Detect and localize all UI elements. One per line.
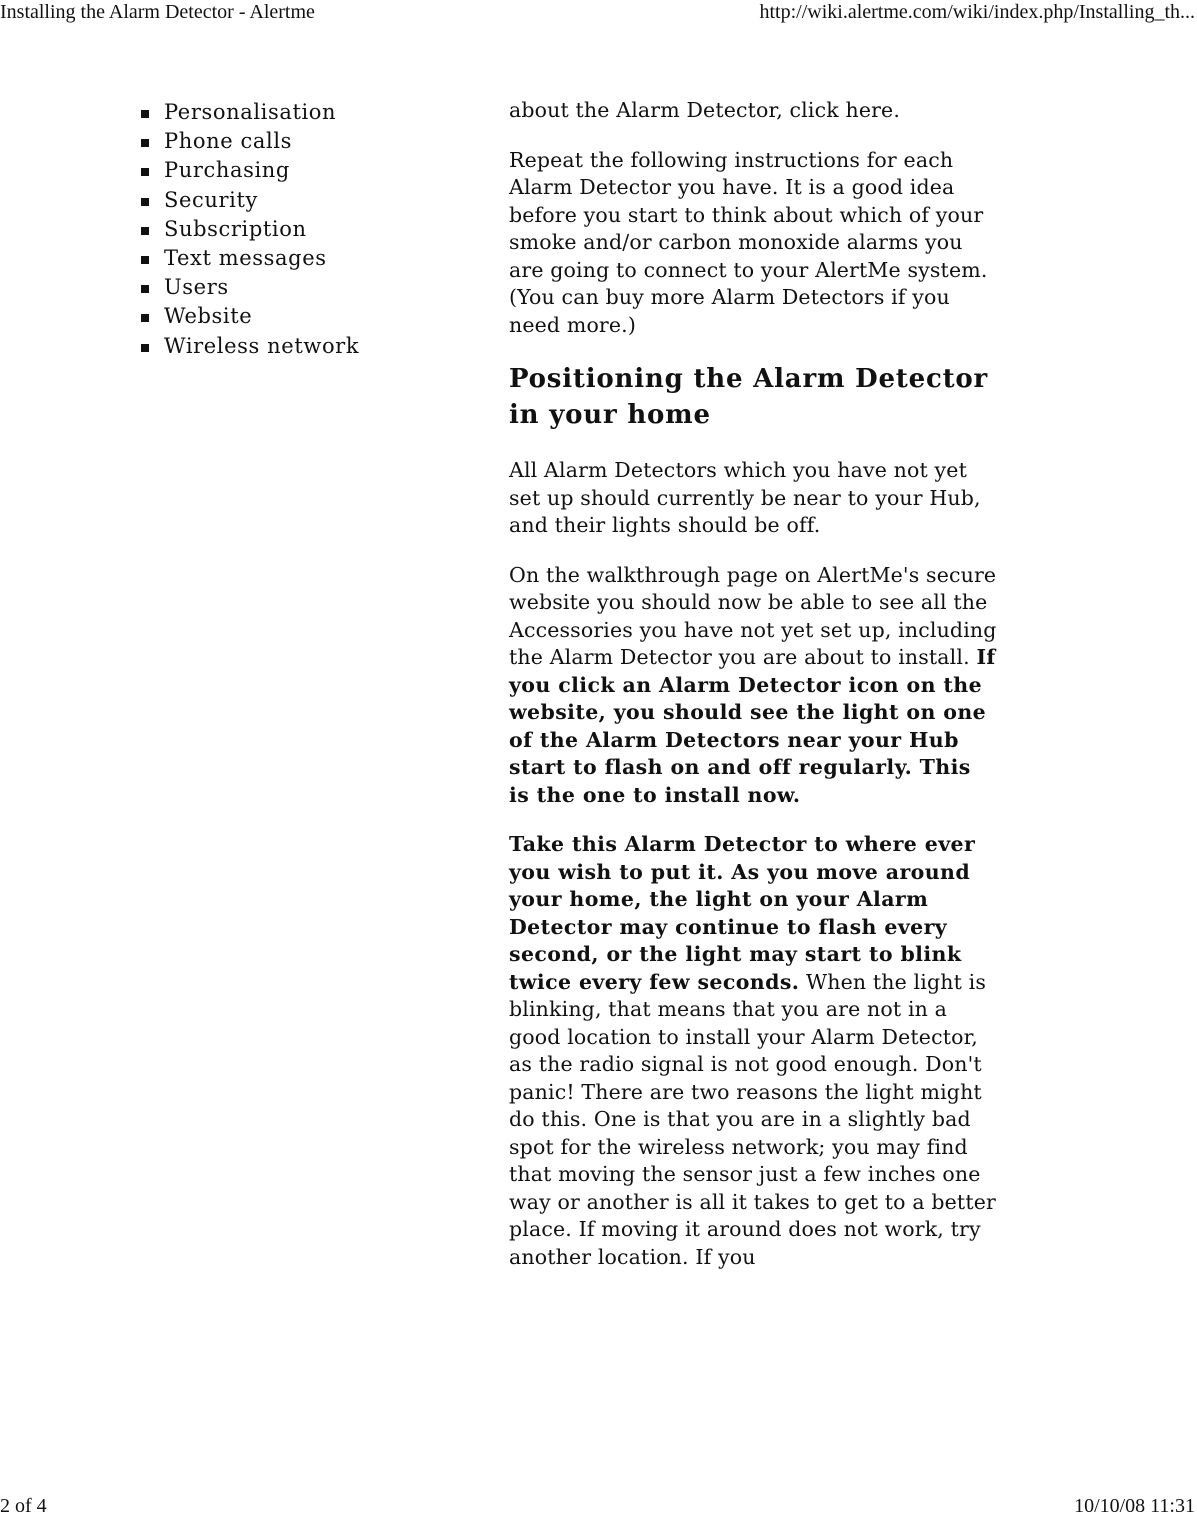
intro-paragraph: about the Alarm Detector, click here.: [509, 98, 901, 122]
page-url: http://wiki.alertme.com/wiki/index.php/Installing_th...: [759, 1, 1195, 23]
here-link[interactable]: here: [845, 98, 894, 122]
page-number: 2 of 4: [0, 1495, 47, 1517]
square-bullet-icon: [141, 110, 149, 118]
sidebar-item-text-messages[interactable]: Text messages: [140, 244, 470, 273]
walkthrough-bold-text: If you click an Alarm Detector icon on the website, you should see the light on one of the Alarm Detectors near your Hub start to flash on and off regularly. This is the one to install now.: [509, 645, 996, 807]
square-bullet-icon: [141, 139, 149, 147]
print-footer: [0, 1494, 1197, 1518]
sidebar-item-wireless-network[interactable]: Wireless network: [140, 332, 470, 361]
take-detector-bold-text: Take this Alarm Detector to where ever you wish to put it. As you move around your home, the light on your Alarm Detector may continue to flash every second, or the light may start to blink twice every few seconds.: [509, 832, 976, 994]
square-bullet-icon: [141, 256, 149, 264]
print-header: [0, 0, 1197, 24]
sidebar-item-users[interactable]: Users: [140, 273, 470, 302]
page-title: Installing the Alarm Detector - Alertme: [0, 1, 315, 23]
sidebar-item-personalisation[interactable]: Personalisation: [140, 98, 470, 127]
sidebar-item-security[interactable]: Security: [140, 186, 470, 215]
print-datetime: 10/10/08 11:31: [1074, 1495, 1195, 1517]
sidebar-item-website[interactable]: Website: [140, 302, 470, 331]
detectors-off-paragraph: All Alarm Detectors which you have not yet set up should currently be near to your Hub, and their lights should be off.: [509, 458, 981, 537]
square-bullet-icon: [141, 198, 149, 206]
square-bullet-icon: [141, 285, 149, 293]
square-bullet-icon: [141, 227, 149, 235]
sidebar-list: [140, 98, 470, 361]
square-bullet-icon: [141, 344, 149, 352]
sidebar-nav: [140, 98, 470, 361]
sidebar-item-purchasing[interactable]: Purchasing: [140, 156, 470, 185]
sidebar-item-subscription[interactable]: Subscription: [140, 215, 470, 244]
sidebar-item-phone-calls[interactable]: Phone calls: [140, 127, 470, 156]
take-detector-paragraph: Take this Alarm Detector to where ever you wish to put it. As you move around your home, the light on your Alarm Detector may continue to flash every second, or the light may start to blink twice every few seconds. When the light is blinking, that means that you are not in a good location to install your Alarm Detector, as the radio signal is not good enough. Don't panic! There are two reasons the light might do this. One is that you are in a slightly bad spot for the wireless network; you may find that moving the sensor just a few inches one way or another is all it takes to get to a better place. If moving it around does not work, try another location. If you: [509, 832, 996, 1269]
article-content: [509, 97, 997, 1293]
square-bullet-icon: [141, 314, 149, 322]
section-heading: Positioning the Alarm Detector in your home: [509, 364, 989, 430]
walkthrough-paragraph: On the walkthrough page on AlertMe's secure website you should now be able to see all the Accessories you have not yet set up, including the Alarm Detector you are about to install. If you click an Alarm Detector icon on the website, you should see the light on one of the Alarm Detectors near your Hub start to flash on and off regularly. This is the one to install now.: [509, 562, 997, 807]
square-bullet-icon: [141, 168, 149, 176]
repeat-instructions-paragraph: Repeat the following instructions for each Alarm Detector you have. It is a good idea before you start to think about which of your smoke and/or carbon monoxide alarms you are going to connect to your AlertMe system. (You can buy more Alarm Detectors if you need more.): [509, 147, 988, 337]
